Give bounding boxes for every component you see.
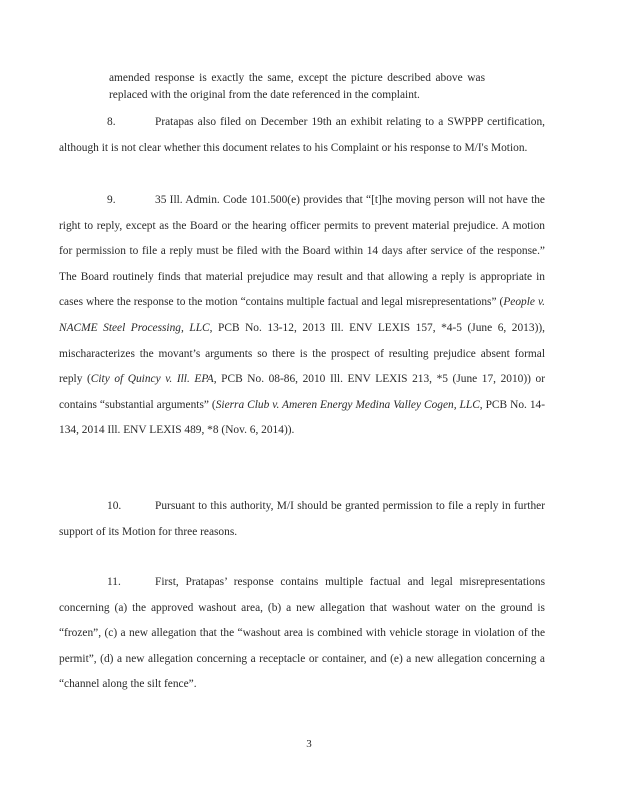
paragraph-text: , PCB No. 14-134, 2014 Ill. ENV LEXIS 489, *8 (Nov. 6, 2014)).: [59, 398, 545, 437]
paragraph-text: , PCB No. 13-12, 2013 Ill. ENV LEXIS 157, *4-5 (June 6, 2013)), mischaracterizes the movant’s arguments so there is the prospect of resulting prejudice absent formal reply (: [59, 321, 545, 386]
paragraph-text: , PCB No. 08-86, 2010 Ill. ENV LEXIS 213, *5 (June 17, 2010)) or contains “substantial arguments” (: [59, 373, 546, 411]
paragraph-number: 8.: [107, 116, 116, 128]
paragraph-9: [59, 188, 545, 444]
quote-continuation: amended response is exactly the same, except the picture described above was replaced with the original from the date referenced in the complaint.: [109, 72, 485, 101]
paragraph-text: 35 Ill. Admin. Code 101.500(e) provides that “[t]he moving person will not have the right to reply, except as the Board or the hearing officer permits to prevent material prejudice. A motion for permission to file a reply must be filed with the Board within 14 days after service of the response.” The Board routinely finds that material prejudice may result and that allowing a reply is appropriate in cases where the response to the motion “contains multiple factual and legal misrepresentations” (: [59, 194, 545, 309]
paragraph-text: Pursuant to this authority, M/I should be granted permission to file a reply in further support of its Motion for three reasons.: [59, 500, 545, 538]
paragraph-number: 11.: [107, 576, 121, 588]
paragraph-text: Pratapas also filed on December 19th an exhibit relating to a SWPPP certification, although it is not clear whether this document relates to his Complaint or his response to M/I's Motion.: [59, 116, 545, 154]
case-citation-nacme: People v. NACME Steel Processing, LLC: [59, 296, 545, 334]
paragraph-number: 10.: [107, 500, 122, 512]
paragraph-text: First, Pratapas’ response contains multiple factual and legal misrepresentations concerning (a) the approved washout area, (b) a new allegation that washout water on the ground is “frozen”, (c) a new allegation that the “washout area is combined with vehicle storage in violation of the permit”, (d) a new allegation concerning a receptacle or container, and (e) a new allegation concerning a “channel along the silt fence”.: [59, 576, 545, 691]
case-citation-sierra-club: Sierra Club v. Ameren Energy Medina Valley Cogen, LLC: [215, 398, 480, 411]
paragraph-11: [59, 570, 545, 698]
paragraph-10: [59, 494, 545, 545]
paragraph-8: [59, 110, 545, 161]
case-citation-quincy: City of Quincy v. Ill. EPA: [90, 373, 214, 386]
paragraph-number: 9.: [107, 194, 116, 206]
page-number: 3: [306, 738, 312, 750]
